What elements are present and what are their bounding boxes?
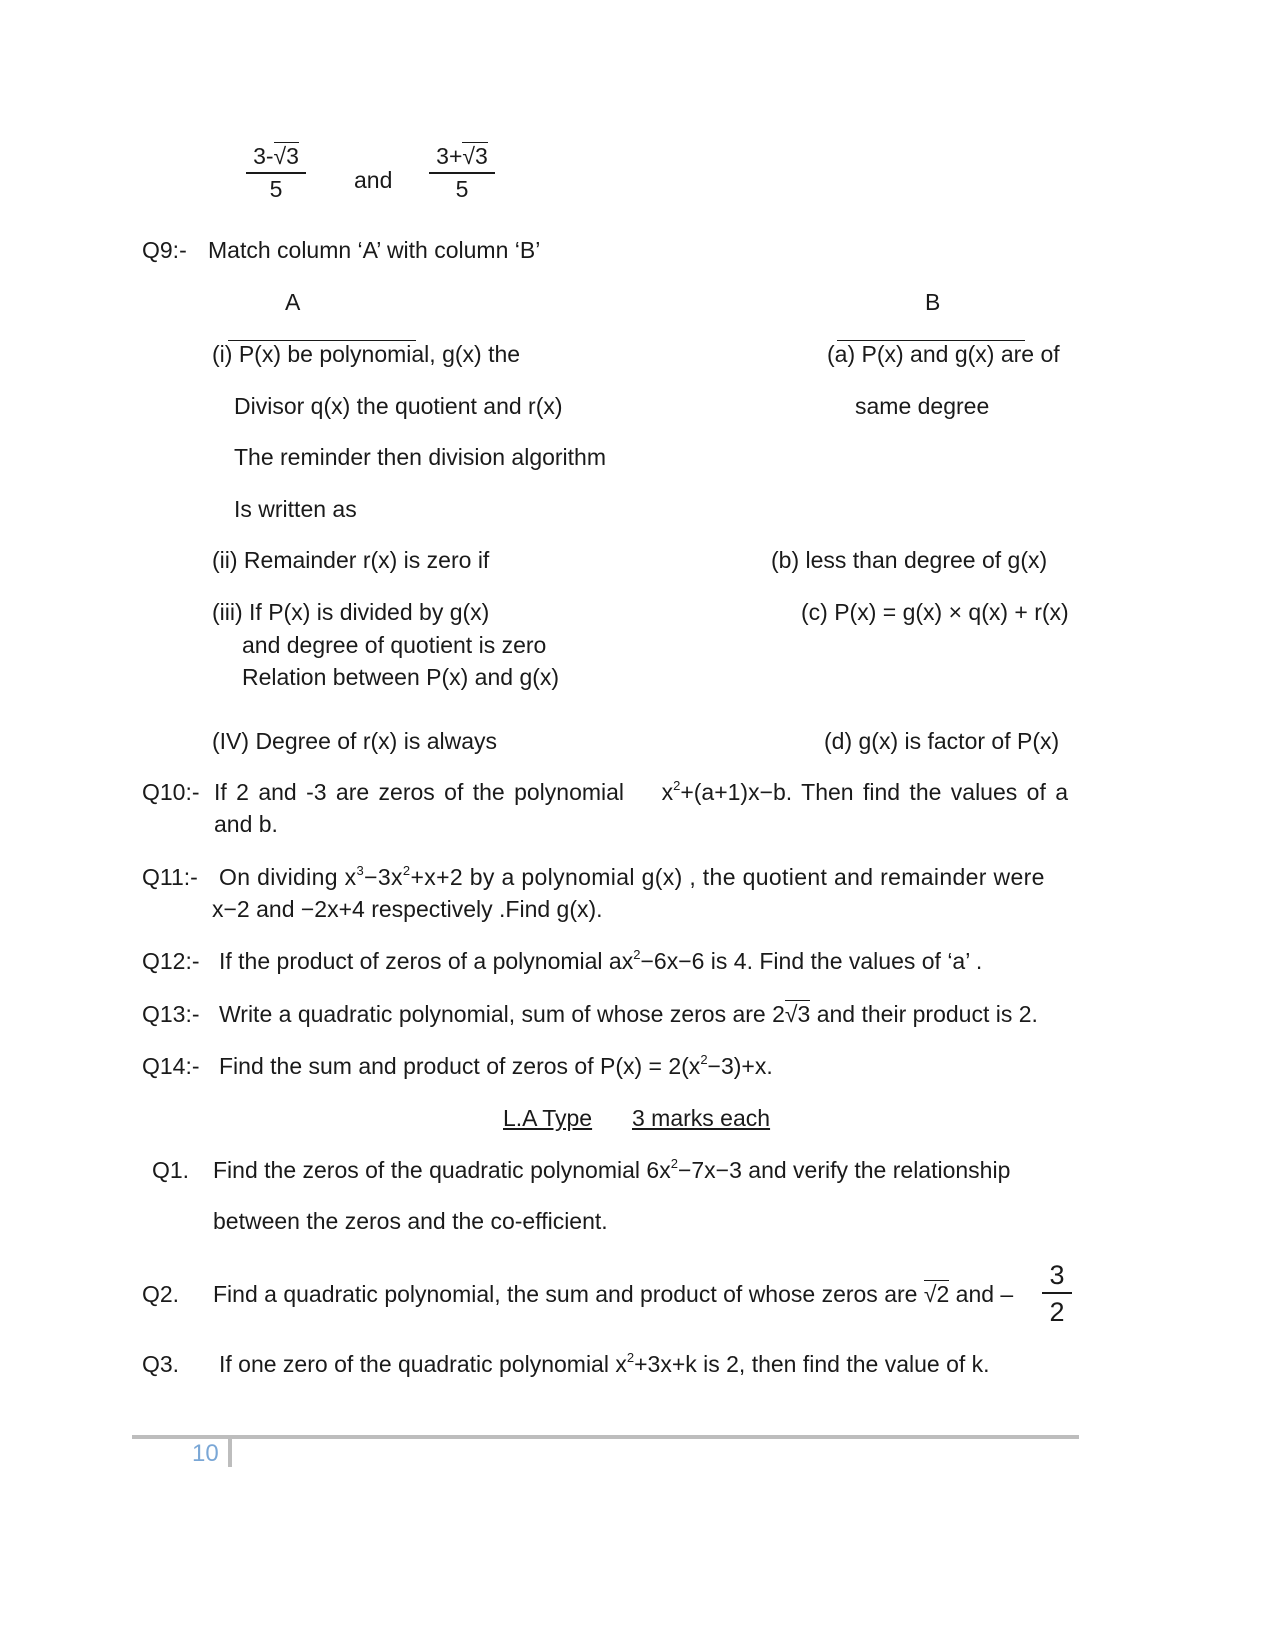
- q12-number: Q12:-: [142, 948, 200, 974]
- q9-a-item-i-line2: Divisor q(x) the quotient and r(x): [234, 393, 563, 419]
- q11-line2: x−2 and −2x+4 respectively .Find g(x).: [212, 896, 603, 922]
- and-text: and: [354, 167, 393, 193]
- q9-b-item-d: (d) g(x) is factor of P(x): [824, 728, 1060, 754]
- q9-a-item-iii-line2: and degree of quotient is zero: [242, 632, 547, 658]
- footer-divider: [132, 1435, 1079, 1439]
- q9-a-item-i-line1: (i) P(x) be polynomial, g(x) the: [212, 341, 521, 367]
- q12-text: If the product of zeros of a polynomial $ax^2-6x-6$ is 4. Find the values of ‘a’ .: [219, 947, 983, 974]
- la-marks-heading: 3 marks each: [632, 1105, 771, 1131]
- la-q1-number: Q1.: [152, 1157, 190, 1183]
- la-q2-number: Q2.: [142, 1281, 180, 1307]
- q13-number: Q13:-: [142, 1001, 200, 1027]
- la-q1-line1: Find the zeros of the quadratic polynomial $6x^2-7x-3$ and verify the relationship: [213, 1156, 1011, 1183]
- q9-text: Match column ‘A’ with column ‘B’: [208, 237, 541, 263]
- page-number: 10: [192, 1440, 219, 1467]
- la-q3-number: Q3.: [142, 1351, 180, 1377]
- la-q1-line2: between the zeros and the co-efficient.: [213, 1208, 608, 1234]
- q11-line1: On dividing $x^3-3x^2+x+2$ by a polynomial g(x) , the quotient and remainder were: [219, 863, 1045, 890]
- q9-a-item-ii: (ii) Remainder r(x) is zero if: [212, 547, 490, 573]
- page-number-rule: [228, 1439, 232, 1467]
- la-type-heading: L.A Type: [503, 1105, 593, 1131]
- q13-text: Write a quadratic polynomial, sum of whose zeros are 2√ 3 and their product is 2.: [219, 1001, 1038, 1029]
- q10-number: Q10:-: [142, 779, 200, 805]
- q9-b-item-a-line1: (a) P(x) and g(x) are of: [827, 341, 1060, 367]
- q9-a-item-iii-line1: (iii) If P(x) is divided by g(x): [212, 599, 490, 625]
- q9-a-item-iii-line3: Relation between P(x) and g(x): [242, 664, 560, 690]
- q9-b-item-a-line2: same degree: [855, 393, 990, 419]
- fraction-3-plus-root3-over-5: $\frac{3+√ 3}{5}$: [429, 143, 495, 203]
- column-b-header: B: [925, 289, 941, 315]
- la-q3-text: If one zero of the quadratic polynomial $x^2+3x+k$ is 2, then find the value of k.: [219, 1350, 990, 1377]
- fraction-3-over-2: $\frac{3}{2}$: [1042, 1259, 1072, 1329]
- q9-b-item-b: (b) less than degree of g(x): [771, 547, 1048, 573]
- column-a-header: A: [285, 289, 301, 315]
- q10-line2: and b.: [214, 811, 278, 837]
- q9-number: Q9:-: [142, 237, 187, 263]
- q9-a-item-i-line4: Is written as: [234, 496, 357, 522]
- q14-text: Find the sum and product of zeros of $P(x) = 2(x^2-3)+x$.: [219, 1052, 773, 1079]
- q11-number: Q11:-: [142, 864, 198, 890]
- q9-b-item-c: (c) P(x) = g(x) × q(x) + r(x): [801, 599, 1069, 625]
- q9-a-item-iv: (IV) Degree of r(x) is always: [212, 728, 498, 754]
- fraction-3-minus-root3-over-5: $\frac{3-√ 3}{5}$: [246, 143, 306, 203]
- la-q2-text: Find a quadratic polynomial, the sum and product of whose zeros are √ 2 and –: [213, 1281, 1013, 1309]
- q10-line1: If 2 and -3 are zeros of the polynomial $x^2+(a+1)x-b$. Then find the values of a: [214, 778, 1069, 805]
- q14-number: Q14:-: [142, 1053, 200, 1079]
- q9-a-item-i-line3: The reminder then division algorithm: [234, 444, 607, 470]
